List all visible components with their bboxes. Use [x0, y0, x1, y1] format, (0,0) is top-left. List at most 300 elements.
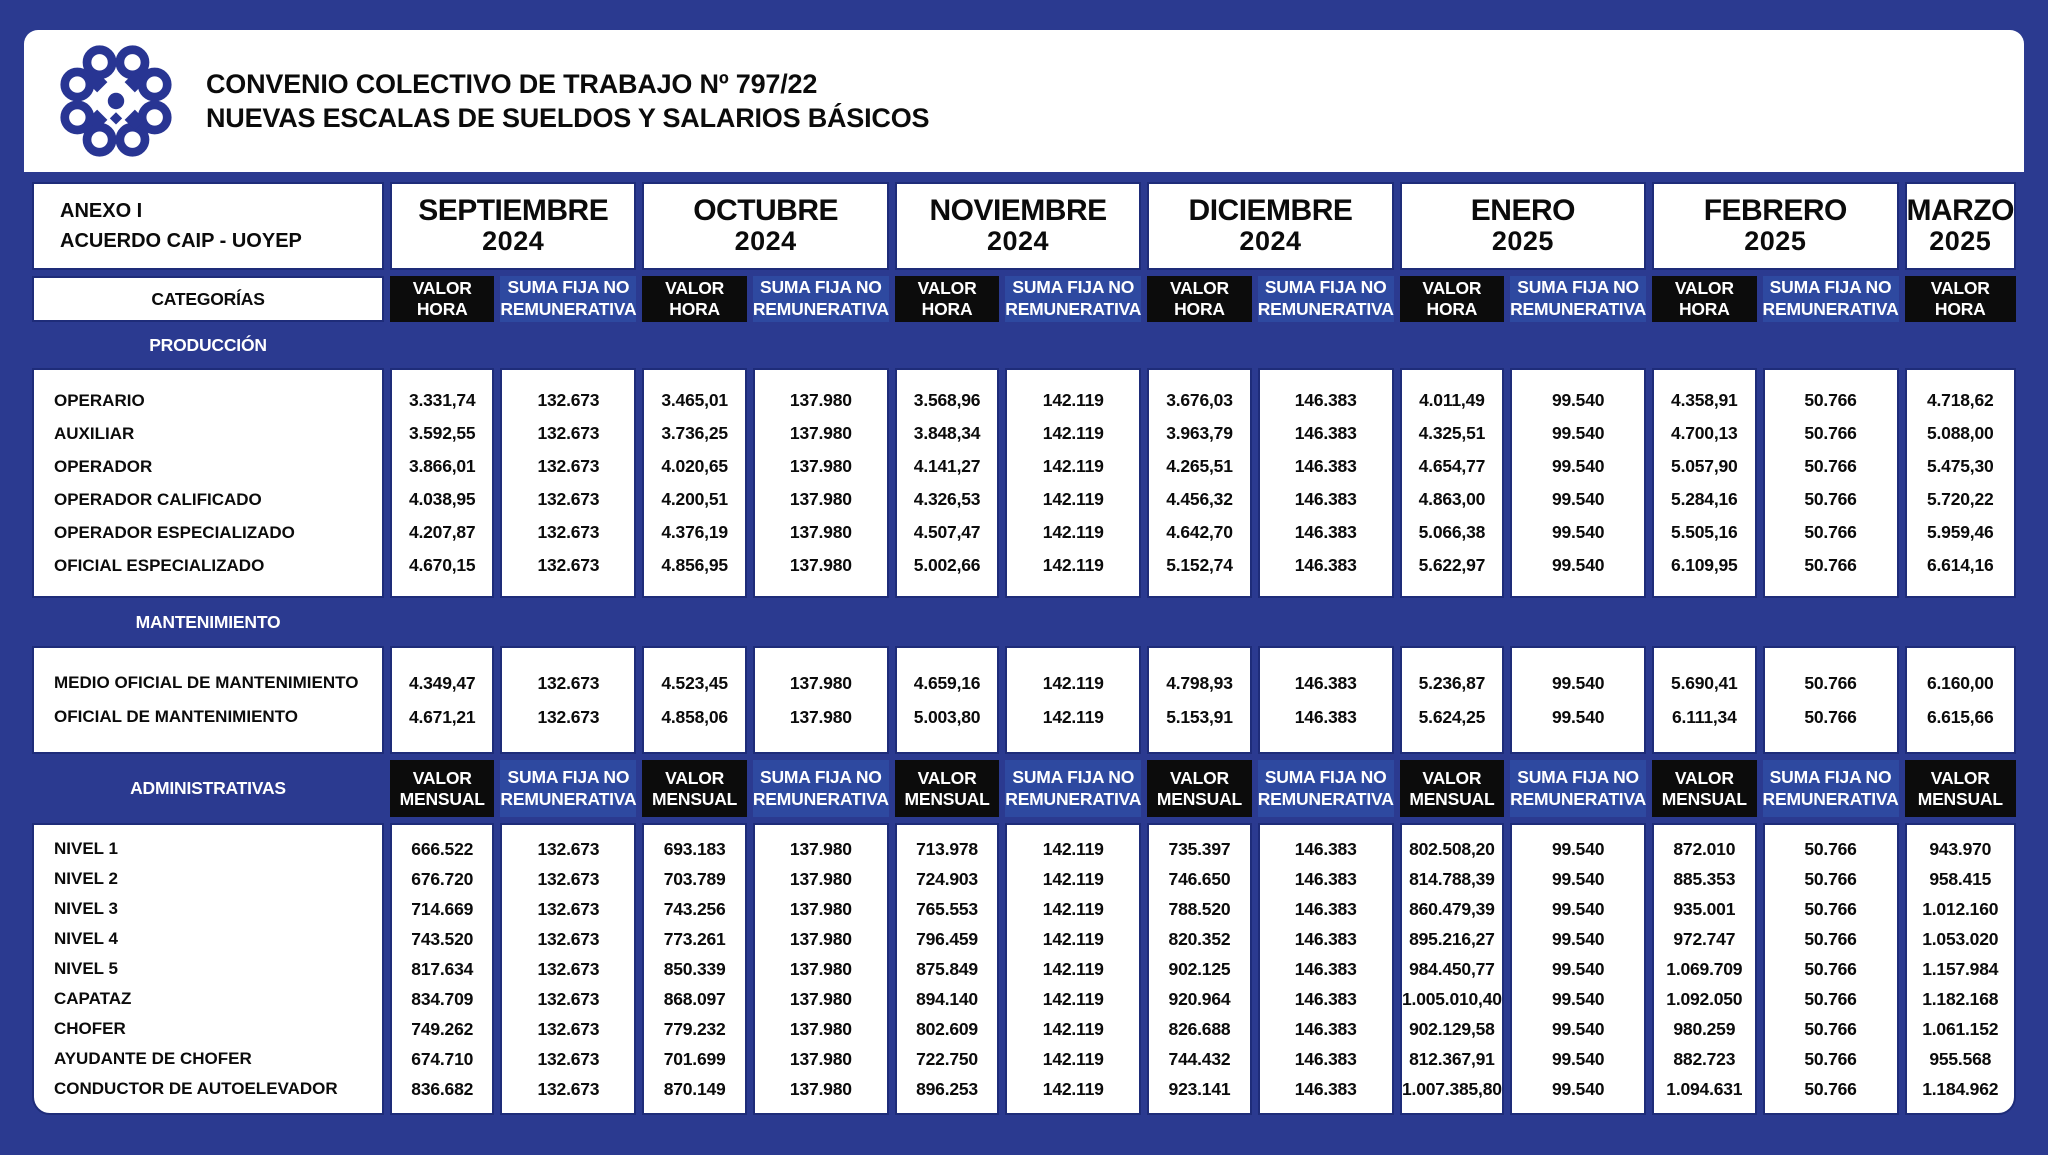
value-cell: 137.980	[789, 456, 852, 476]
subheader-suma-fija: SUMA FIJA NO REMUNERATIVA	[1510, 276, 1646, 322]
value-cell: 735.397	[1168, 838, 1231, 859]
value-cell: 724.903	[916, 868, 978, 889]
value-cell: 99.540	[1551, 1078, 1605, 1099]
data-column	[895, 646, 999, 754]
value-cell: 1.094.631	[1666, 1078, 1743, 1099]
value-cell: 3.848,34	[913, 423, 981, 443]
value-cell: 132.673	[537, 838, 600, 859]
value-cell: 3.465,01	[661, 390, 728, 410]
category-label: OPERADOR CALIFICADO	[54, 489, 262, 509]
value-cell: 142.119	[1042, 868, 1104, 889]
value-cell: 137.980	[789, 390, 852, 410]
value-cell: 4.326,53	[913, 489, 981, 509]
value-cell: 142.119	[1042, 1048, 1104, 1069]
data-column	[895, 823, 999, 1115]
data-column	[500, 368, 636, 598]
value-cell: 142.119	[1042, 489, 1104, 509]
categories-column-section-0	[32, 368, 384, 598]
value-cell: 1.061.152	[1922, 1018, 1999, 1039]
subheader-suma-fija: SUMA FIJA NO REMUNERATIVA	[500, 276, 636, 322]
value-cell: 1.184.962	[1922, 1078, 1999, 1099]
value-cell: 50.766	[1804, 1018, 1857, 1039]
value-cell: 875.849	[916, 958, 978, 979]
data-column	[390, 823, 494, 1115]
value-cell: 5.505,16	[1671, 522, 1738, 542]
data-column	[1400, 646, 1504, 754]
value-cell: 1.053.020	[1922, 928, 1999, 949]
value-cell: 746.650	[1168, 868, 1231, 889]
subheader-valor-hora: VALOR HORA	[1147, 276, 1251, 322]
data-column	[753, 646, 889, 754]
subheader-valor-hora: VALOR HORA	[642, 276, 746, 322]
data-column	[1400, 823, 1504, 1115]
value-cell: 4.200,51	[661, 489, 728, 509]
value-cell: 902.129,58	[1409, 1018, 1495, 1039]
value-cell: 980.259	[1673, 1018, 1736, 1039]
month-year: 2024	[987, 226, 1050, 257]
value-cell: 50.766	[1804, 988, 1857, 1009]
data-column	[1005, 823, 1141, 1115]
category-label: NIVEL 3	[54, 899, 118, 918]
value-cell: 5.720,22	[1926, 489, 1994, 509]
data-column	[895, 368, 999, 598]
value-cell: 788.520	[1168, 898, 1231, 919]
value-cell: 3.592,55	[408, 423, 476, 443]
month-name: MARZO	[1906, 193, 2014, 227]
value-cell: 146.383	[1294, 522, 1357, 542]
value-cell: 872.010	[1673, 838, 1736, 859]
value-cell: 99.540	[1551, 928, 1605, 949]
value-cell: 142.119	[1042, 928, 1104, 949]
value-cell: 50.766	[1804, 706, 1857, 727]
value-cell: 812.367,91	[1409, 1048, 1495, 1069]
value-cell: 50.766	[1804, 838, 1857, 859]
value-cell: 142.119	[1042, 555, 1104, 575]
value-cell: 6.614,16	[1926, 555, 1994, 575]
categories-column-section-1	[32, 646, 384, 754]
value-cell: 132.673	[537, 928, 600, 949]
value-cell: 4.523,45	[661, 672, 728, 693]
value-cell: 99.540	[1551, 988, 1605, 1009]
value-cell: 99.540	[1551, 898, 1605, 919]
value-cell: 132.673	[537, 522, 600, 542]
category-label: CAPATAZ	[54, 989, 132, 1008]
value-cell: 895.216,27	[1409, 928, 1495, 949]
document-title-line2: NUEVAS ESCALAS DE SUELDOS Y SALARIOS BÁSICOS	[206, 103, 930, 133]
value-cell: 99.540	[1551, 423, 1605, 443]
subheader-valor-mensual: VALOR MENSUAL	[1400, 760, 1504, 817]
month-year: 2024	[1239, 226, 1302, 257]
value-cell: 142.119	[1042, 456, 1104, 476]
data-column	[1510, 368, 1646, 598]
value-cell: 4.718,62	[1926, 390, 1994, 410]
subheader-suma-fija: SUMA FIJA NO REMUNERATIVA	[1510, 760, 1646, 817]
data-column	[1652, 646, 1756, 754]
category-label: OPERADOR	[54, 456, 153, 476]
value-cell: 5.003,80	[913, 706, 981, 727]
section-title-2	[32, 760, 384, 817]
value-cell: 146.383	[1294, 1018, 1357, 1039]
value-cell: 743.256	[663, 898, 726, 919]
value-cell: 142.119	[1042, 706, 1104, 727]
value-cell: 137.980	[789, 423, 852, 443]
value-cell: 4.863,00	[1418, 489, 1486, 509]
value-cell: 703.789	[663, 868, 726, 889]
value-cell: 5.153,91	[1166, 706, 1233, 727]
data-column	[500, 646, 636, 754]
value-cell: 4.798,93	[1166, 672, 1233, 693]
value-cell: 99.540	[1551, 1048, 1605, 1069]
value-cell: 870.149	[663, 1078, 726, 1099]
value-cell: 894.140	[916, 988, 978, 1009]
value-cell: 137.980	[789, 1048, 852, 1069]
value-cell: 1.007.385,80	[1402, 1078, 1502, 1099]
value-cell: 137.980	[789, 928, 852, 949]
value-cell: 132.673	[537, 988, 600, 1009]
value-cell: 137.980	[789, 958, 852, 979]
data-column	[1258, 646, 1394, 754]
categorias-header	[32, 276, 384, 322]
value-cell: 99.540	[1551, 555, 1605, 575]
value-cell: 50.766	[1804, 1048, 1857, 1069]
value-cell: 50.766	[1804, 456, 1857, 476]
value-cell: 142.119	[1042, 958, 1104, 979]
value-cell: 5.088,00	[1926, 423, 1994, 443]
value-cell: 132.673	[537, 1078, 600, 1099]
value-cell: 674.710	[411, 1048, 474, 1069]
data-column	[1510, 823, 1646, 1115]
value-cell: 5.624,25	[1418, 706, 1486, 727]
month-header-febrero	[1652, 182, 1898, 270]
value-cell: 50.766	[1804, 489, 1857, 509]
value-cell: 6.111,34	[1672, 706, 1737, 727]
value-cell: 50.766	[1804, 390, 1857, 410]
category-label: OPERADOR ESPECIALIZADO	[54, 522, 295, 542]
subheader-suma-fija: SUMA FIJA NO REMUNERATIVA	[1763, 276, 1899, 322]
value-cell: 146.383	[1294, 390, 1357, 410]
value-cell: 868.097	[663, 988, 726, 1009]
value-cell: 1.069.709	[1666, 958, 1743, 979]
subheader-valor-mensual: VALOR MENSUAL	[1905, 760, 2016, 817]
value-cell: 142.119	[1042, 390, 1104, 410]
month-year: 2025	[1491, 226, 1554, 257]
category-label: MEDIO OFICIAL DE MANTENIMIENTO	[54, 673, 359, 692]
value-cell: 943.970	[1929, 838, 1992, 859]
value-cell: 132.673	[537, 868, 600, 889]
value-cell: 137.980	[789, 898, 852, 919]
value-cell: 146.383	[1294, 456, 1357, 476]
category-label: AUXILIAR	[54, 423, 135, 443]
month-name: OCTUBRE	[693, 193, 839, 227]
value-cell: 5.622,97	[1418, 555, 1486, 575]
value-cell: 99.540	[1551, 958, 1605, 979]
value-cell: 5.066,38	[1418, 522, 1486, 542]
value-cell: 50.766	[1804, 522, 1857, 542]
value-cell: 765.553	[916, 898, 978, 919]
value-cell: 4.858,06	[661, 706, 728, 727]
data-column	[1905, 823, 2016, 1115]
value-cell: 814.788,39	[1409, 868, 1495, 889]
value-cell: 137.980	[789, 988, 852, 1009]
section-title-text: ADMINISTRATIVAS	[130, 778, 286, 798]
value-cell: 722.750	[916, 1048, 978, 1069]
value-cell: 882.723	[1673, 1048, 1736, 1069]
value-cell: 743.520	[411, 928, 474, 949]
category-label: NIVEL 5	[54, 959, 118, 978]
value-cell: 714.669	[411, 898, 474, 919]
value-cell: 817.634	[411, 958, 474, 979]
value-cell: 5.284,16	[1671, 489, 1738, 509]
value-cell: 955.568	[1929, 1048, 1992, 1069]
data-column	[1652, 368, 1756, 598]
data-column	[500, 823, 636, 1115]
subheader-valor-mensual: VALOR MENSUAL	[895, 760, 999, 817]
section-title-text: PRODUCCIÓN	[149, 334, 267, 355]
value-cell: 676.720	[411, 868, 474, 889]
month-name: DICIEMBRE	[1188, 193, 1353, 227]
value-cell: 3.866,01	[408, 456, 476, 476]
value-cell: 4.507,47	[913, 522, 981, 542]
value-cell: 132.673	[537, 489, 600, 509]
value-cell: 137.980	[789, 838, 852, 859]
value-cell: 50.766	[1804, 672, 1857, 693]
value-cell: 50.766	[1804, 958, 1857, 979]
salary-table	[24, 182, 2024, 1115]
value-cell: 4.265,51	[1166, 456, 1233, 476]
value-cell: 4.671,21	[408, 706, 476, 727]
month-header-octubre	[642, 182, 888, 270]
value-cell: 4.141,27	[913, 456, 981, 476]
value-cell: 146.383	[1294, 868, 1357, 889]
month-header-septiembre	[390, 182, 636, 270]
category-label: NIVEL 2	[54, 869, 118, 888]
category-label: AYUDANTE DE CHOFER	[54, 1049, 252, 1068]
subheader-suma-fija: SUMA FIJA NO REMUNERATIVA	[1005, 760, 1141, 817]
value-cell: 132.673	[537, 456, 600, 476]
data-column	[642, 368, 746, 598]
category-label: NIVEL 4	[54, 929, 118, 948]
value-cell: 744.432	[1168, 1048, 1231, 1069]
value-cell: 132.673	[537, 898, 600, 919]
value-cell: 50.766	[1804, 1078, 1857, 1099]
value-cell: 1.092.050	[1666, 988, 1743, 1009]
value-cell: 137.980	[789, 706, 852, 727]
subheader-suma-fija: SUMA FIJA NO REMUNERATIVA	[753, 276, 889, 322]
value-cell: 5.236,87	[1418, 672, 1486, 693]
category-label: CHOFER	[54, 1019, 126, 1038]
subheader-valor-hora: VALOR HORA	[1905, 276, 2016, 322]
subheader-suma-fija: SUMA FIJA NO REMUNERATIVA	[753, 760, 889, 817]
value-cell: 132.673	[537, 672, 600, 693]
value-cell: 749.262	[411, 1018, 474, 1039]
value-cell: 802.609	[916, 1018, 978, 1039]
value-cell: 836.682	[411, 1078, 474, 1099]
month-name: ENERO	[1470, 193, 1575, 227]
value-cell: 50.766	[1804, 423, 1857, 443]
value-cell: 5.002,66	[913, 555, 981, 575]
value-cell: 4.358,91	[1671, 390, 1738, 410]
value-cell: 146.383	[1294, 988, 1357, 1009]
value-cell: 4.325,51	[1418, 423, 1486, 443]
section-title-0	[32, 328, 384, 362]
value-cell: 713.978	[916, 838, 978, 859]
value-cell: 5.475,30	[1926, 456, 1994, 476]
value-cell: 146.383	[1294, 555, 1357, 575]
month-header-enero	[1400, 182, 1646, 270]
value-cell: 99.540	[1551, 489, 1605, 509]
value-cell: 3.568,96	[913, 390, 981, 410]
value-cell: 802.508,20	[1409, 838, 1495, 859]
value-cell: 693.183	[663, 838, 726, 859]
subheader-valor-hora: VALOR HORA	[390, 276, 494, 322]
value-cell: 146.383	[1294, 928, 1357, 949]
value-cell: 137.980	[789, 489, 852, 509]
month-year: 2024	[482, 226, 545, 257]
subheader-valor-hora: VALOR HORA	[1400, 276, 1504, 322]
value-cell: 146.383	[1294, 1048, 1357, 1069]
value-cell: 4.020,65	[661, 456, 728, 476]
value-cell: 99.540	[1551, 522, 1605, 542]
subheader-valor-mensual: VALOR MENSUAL	[1652, 760, 1756, 817]
data-column	[1147, 368, 1251, 598]
category-label: OFICIAL DE MANTENIMIENTO	[54, 707, 298, 726]
value-cell: 4.011,49	[1419, 390, 1485, 410]
value-cell: 142.119	[1042, 522, 1104, 542]
value-cell: 146.383	[1294, 838, 1357, 859]
caip-logo-icon	[58, 42, 174, 160]
value-cell: 6.109,95	[1671, 555, 1738, 575]
data-column	[1400, 368, 1504, 598]
value-cell: 50.766	[1804, 928, 1857, 949]
value-cell: 666.522	[411, 838, 474, 859]
data-column	[1510, 646, 1646, 754]
month-year: 2025	[1929, 226, 1992, 257]
data-column	[1763, 368, 1899, 598]
value-cell: 4.038,95	[408, 489, 476, 509]
month-header-marzo	[1905, 182, 2016, 270]
data-column	[1258, 823, 1394, 1115]
value-cell: 972.747	[1673, 928, 1736, 949]
subheader-valor-hora: VALOR HORA	[1652, 276, 1756, 322]
data-column	[1258, 368, 1394, 598]
month-year: 2025	[1744, 226, 1807, 257]
value-cell: 142.119	[1042, 1018, 1104, 1039]
value-cell: 142.119	[1042, 423, 1104, 443]
value-cell: 958.415	[1929, 868, 1992, 889]
value-cell: 4.670,15	[408, 555, 476, 575]
value-cell: 4.349,47	[408, 672, 476, 693]
value-cell: 1.182.168	[1922, 988, 1999, 1009]
data-column	[1905, 646, 2016, 754]
month-year: 2024	[734, 226, 797, 257]
month-name: FEBRERO	[1703, 193, 1847, 227]
value-cell: 146.383	[1294, 672, 1357, 693]
document-header	[24, 30, 2024, 172]
data-column	[1763, 823, 1899, 1115]
subheader-valor-mensual: VALOR MENSUAL	[1147, 760, 1251, 817]
subheader-suma-fija: SUMA FIJA NO REMUNERATIVA	[1005, 276, 1141, 322]
value-cell: 4.456,32	[1166, 489, 1233, 509]
data-column	[390, 646, 494, 754]
value-cell: 5.152,74	[1166, 555, 1233, 575]
value-cell: 3.963,79	[1166, 423, 1233, 443]
category-label: NIVEL 1	[54, 839, 118, 858]
value-cell: 885.353	[1673, 868, 1736, 889]
value-cell: 137.980	[789, 555, 852, 575]
value-cell: 137.980	[789, 1018, 852, 1039]
value-cell: 834.709	[411, 988, 474, 1009]
value-cell: 99.540	[1551, 672, 1605, 693]
subheader-suma-fija: SUMA FIJA NO REMUNERATIVA	[1763, 760, 1899, 817]
value-cell: 4.856,95	[661, 555, 728, 575]
value-cell: 826.688	[1168, 1018, 1231, 1039]
categorias-label: CATEGORÍAS	[151, 288, 265, 309]
value-cell: 50.766	[1804, 868, 1857, 889]
category-label: OFICIAL ESPECIALIZADO	[54, 555, 265, 575]
subheader-suma-fija: SUMA FIJA NO REMUNERATIVA	[500, 760, 636, 817]
subheader-valor-hora: VALOR HORA	[895, 276, 999, 322]
value-cell: 4.642,70	[1166, 522, 1233, 542]
value-cell: 142.119	[1042, 898, 1104, 919]
value-cell: 137.980	[789, 1078, 852, 1099]
categories-column-section-2	[32, 823, 384, 1115]
data-column	[1763, 646, 1899, 754]
value-cell: 4.376,19	[661, 522, 728, 542]
value-cell: 146.383	[1294, 706, 1357, 727]
value-cell: 779.232	[663, 1018, 726, 1039]
value-cell: 701.699	[663, 1048, 726, 1069]
value-cell: 137.980	[789, 522, 852, 542]
value-cell: 3.736,25	[661, 423, 728, 443]
value-cell: 4.700,13	[1671, 423, 1738, 443]
value-cell: 902.125	[1168, 958, 1231, 979]
document-title-line1: CONVENIO COLECTIVO DE TRABAJO Nº 797/22	[206, 68, 818, 99]
month-header-noviembre	[895, 182, 1141, 270]
value-cell: 1.157.984	[1922, 958, 1999, 979]
value-cell: 146.383	[1294, 489, 1357, 509]
value-cell: 5.959,46	[1926, 522, 1994, 542]
category-label: OPERARIO	[54, 390, 145, 410]
value-cell: 850.339	[663, 958, 726, 979]
value-cell: 6.615,66	[1926, 706, 1994, 727]
value-cell: 132.673	[537, 1048, 600, 1069]
data-column	[753, 823, 889, 1115]
value-cell: 146.383	[1294, 898, 1357, 919]
value-cell: 142.119	[1042, 838, 1104, 859]
value-cell: 99.540	[1551, 838, 1605, 859]
month-name: SEPTIEMBRE	[418, 193, 609, 227]
value-cell: 132.673	[537, 423, 600, 443]
value-cell: 132.673	[537, 706, 600, 727]
anexo-line1: ANEXO I	[60, 200, 143, 222]
subheader-valor-mensual: VALOR MENSUAL	[642, 760, 746, 817]
value-cell: 6.160,00	[1926, 672, 1994, 693]
value-cell: 3.676,03	[1166, 390, 1233, 410]
value-cell: 4.207,87	[408, 522, 476, 542]
subheader-suma-fija: SUMA FIJA NO REMUNERATIVA	[1258, 760, 1394, 817]
value-cell: 3.331,74	[408, 390, 476, 410]
data-column	[642, 823, 746, 1115]
anexo-line2: ACUERDO CAIP - UOYEP	[60, 230, 302, 252]
value-cell: 132.673	[537, 1018, 600, 1039]
data-column	[1652, 823, 1756, 1115]
value-cell: 142.119	[1042, 672, 1104, 693]
section-title-1	[32, 604, 384, 640]
value-cell: 142.119	[1042, 1078, 1104, 1099]
value-cell: 50.766	[1804, 898, 1857, 919]
value-cell: 142.119	[1042, 988, 1104, 1009]
value-cell: 146.383	[1294, 958, 1357, 979]
